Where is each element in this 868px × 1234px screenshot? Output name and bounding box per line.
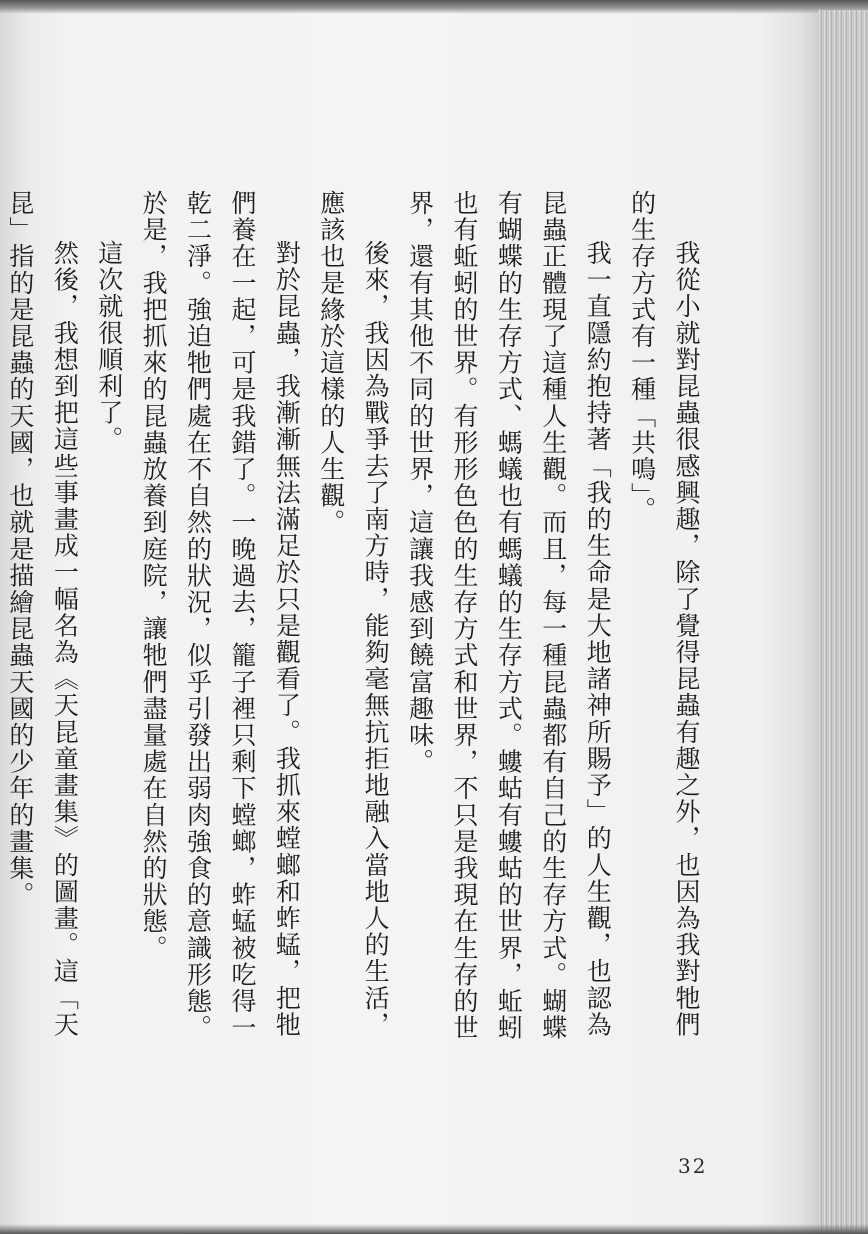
paragraph-4: 對於昆蟲，我漸漸無法滿足於只是觀看了。我抓來螳螂和蚱蜢，把牠們養在一起，可是我錯了。一晚過去，籠子裡只剩下螳螂，蚱蜢被吃得一乾二淨。強迫牠們處在不自然的狀況，似乎引發出弱肉強食的意識形態。於是，我把抓來的昆蟲放養到庭院，讓牠們盡量處在自然的狀態。	[139, 190, 302, 1042]
paragraph-6: 然後，我想到把這些事畫成一幅名為《天昆童畫集》的圖畫。這「天昆」指的是昆蟲的天國，也就是描繪昆蟲天國的少年的畫集。	[5, 190, 80, 1038]
paragraph-5: 這次就很順利了。	[94, 240, 124, 453]
paragraph-1: 我從小就對昆蟲很感興趣，除了覺得昆蟲有趣之外，也因為我對牠們的生存方式有一種「共鳴」。	[627, 190, 701, 1038]
page-edge-stack	[818, 10, 868, 1234]
paragraph-2: 我一直隱約抱持著「我的生命是大地諸神所賜予」的人生觀，也認為昆蟲正體現了這種人生觀。而且，每一種昆蟲都有自己的生存方式。蝴蝶有蝴蝶的生存方式、螞蟻也有螞蟻的生存方式。螻蛄有螻蛄的世界，蚯蚓也有蚯蚓的世界。有形形色色的生存方式和世界，不只是我現在生存的世界，還有其他不同的世界，這讓我感到饒富趣味。	[405, 190, 613, 1042]
bottom-edge-shadow	[0, 1224, 868, 1234]
paragraph-3: 後來，我因為戰爭去了南方時，能夠毫無抗拒地融入當地人的生活，應該也是緣於這樣的人生觀。	[316, 190, 391, 1038]
top-edge-shadow	[0, 0, 868, 14]
body-text	[0, 190, 708, 1060]
page-number: 32	[678, 1154, 708, 1178]
